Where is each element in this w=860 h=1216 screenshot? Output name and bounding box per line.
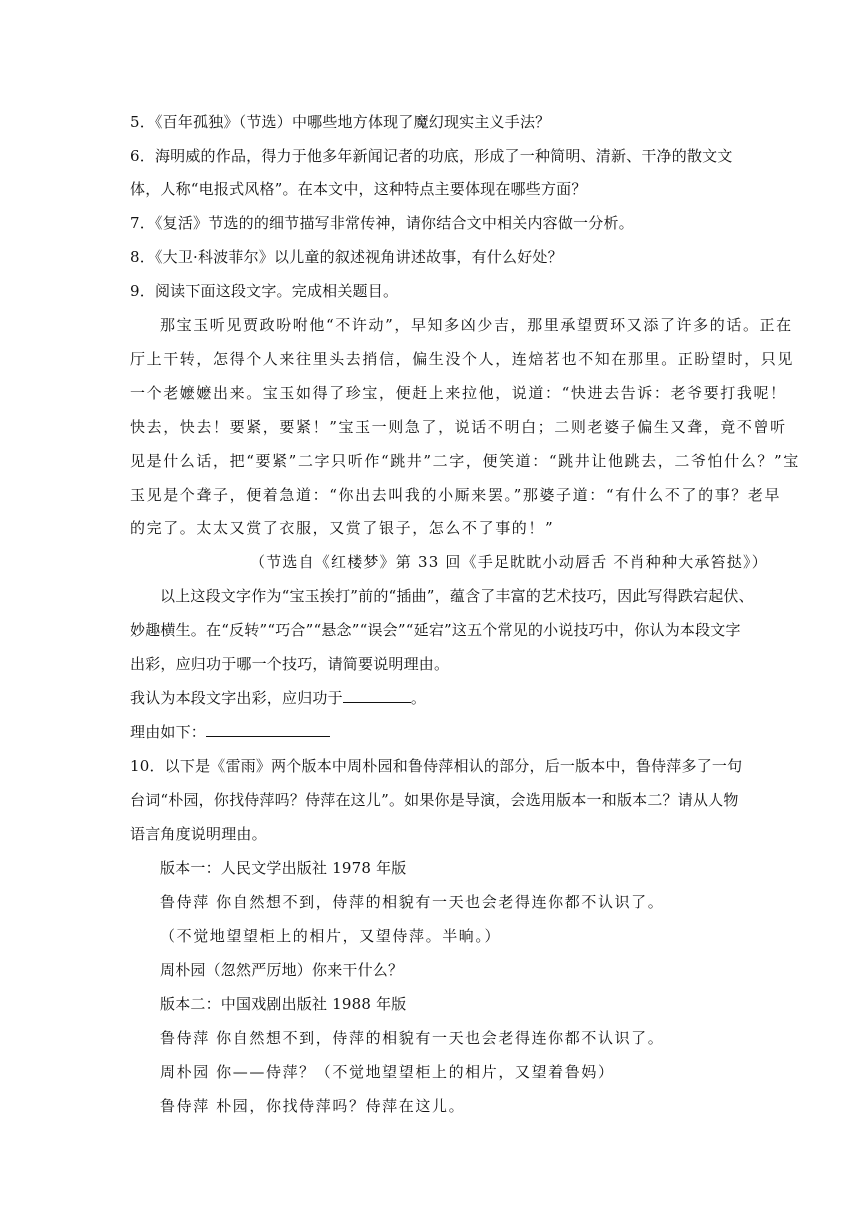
task-line: 出彩，应归功于哪一个技巧，请简要说明理由。	[130, 655, 450, 673]
question-6-line-1: 6．海明威的作品，得力于他多年新闻记者的功底，形成了一种简明、清新、干净的散文文	[130, 147, 733, 165]
version-2-line: 鲁侍萍 你自然想不到，侍萍的相貌有一天也会老得连你都不认识了。	[160, 1029, 665, 1047]
version-1-line: 周朴园（忽然严厉地）你来干什么？	[160, 961, 404, 979]
question-7: 7．《复活》节选的的细节描写非常传神，请你结合文中相关内容做一分析。	[130, 214, 634, 232]
question-6-line-2: 体，人称“电报式风格”。在本文中，这种特点主要体现在哪些方面？	[130, 180, 587, 198]
version-2-line: 鲁侍萍 朴园，你找侍萍吗？侍萍在这儿。	[160, 1097, 466, 1115]
passage-source: （节选自《红楼梦》第 33 回《手足眈眈小动唇舌 不肖种种大承笞挞》）	[250, 553, 768, 571]
passage-line: 一个老嬷嬷出来。宝玉如得了珍宝，便赶上来拉他，说道：“快进去告诉：老爷要打我呢！	[130, 384, 787, 402]
reason-prefix: 理由如下：	[130, 723, 207, 741]
question-8: 8．《大卫·科波菲尔》以儿童的叙述视角讲述故事，有什么好处？	[130, 248, 563, 266]
q10-line: 语言角度说明理由。	[130, 825, 267, 843]
q10-line: 台词“朴园，你找侍萍吗？侍萍在这儿”。如果你是导演，会选用版本一和版本二？请从人物	[130, 791, 739, 809]
version-1-title: 版本一：人民文学出版社 1978 年版	[160, 859, 407, 877]
answer-suffix: 。	[410, 689, 427, 707]
question-9: 9．阅读下面这段文字。完成相关题目。	[130, 282, 399, 300]
version-2-title: 版本二：中国戏剧出版社 1988 年版	[160, 995, 407, 1013]
passage-line: 那宝玉听见贾政吩咐他“不许动”，早知多凶少吉，那里承望贾环又添了许多的话。正在	[160, 316, 793, 334]
answer-blank[interactable]	[343, 688, 411, 703]
answer-prefix: 我认为本段文字出彩，应归功于	[130, 689, 343, 707]
passage-line: 快去，快去！要紧，要紧！”宝玉一则急了，说话不明白；二则老婆子偏生又聋，竟不曾听	[130, 418, 787, 436]
task-line: 妙趣横生。在“反转”“巧合”“悬念”“误会”“延宕”这五个常见的小说技巧中，你认为本段文字	[130, 621, 741, 639]
version-2-line: 周朴园 你——侍萍？（不觉地望望柜上的相片，又望着鲁妈）	[160, 1063, 615, 1081]
q10-line: 10．以下是《雷雨》两个版本中周朴园和鲁侍萍相认的部分，后一版本中，鲁侍萍多了一句	[130, 757, 743, 775]
reason-blank[interactable]	[206, 722, 330, 737]
version-1-line: 鲁侍萍 你自然想不到，侍萍的相貌有一天也会老得连你都不认识了。	[160, 893, 665, 911]
passage-line: 厅上干转，怎得个人来往里头去捎信，偏生没个人，连焙茗也不知在那里。正盼望时，只见	[130, 350, 795, 368]
passage-line: 玉见是个聋子，便着急道：“你出去叫我的小厮来罢。”那婆子道：“有什么不了的事？老早	[130, 486, 782, 504]
passage-line: 的完了。太太又赏了衣服，又赏了银子，怎么不了事的！”	[130, 519, 555, 537]
question-5: 5．《百年孤独》（节选）中哪些地方体现了魔幻现实主义手法？	[130, 113, 551, 131]
answer-line	[130, 688, 426, 708]
task-line: 以上这段文字作为“宝玉挨打”前的“插曲”，蕴含了丰富的艺术技巧，因此写得跌宕起伏、	[160, 587, 754, 605]
version-1-line: （不觉地望望柜上的相片，又望侍萍。半晌。）	[160, 927, 502, 945]
reason-line	[130, 722, 330, 742]
passage-line: 见是什么话，把“要紧”二字只听作“跳井”二字，便笑道：“跳井让他跳去，二爷怕什么？”宝	[130, 452, 800, 470]
